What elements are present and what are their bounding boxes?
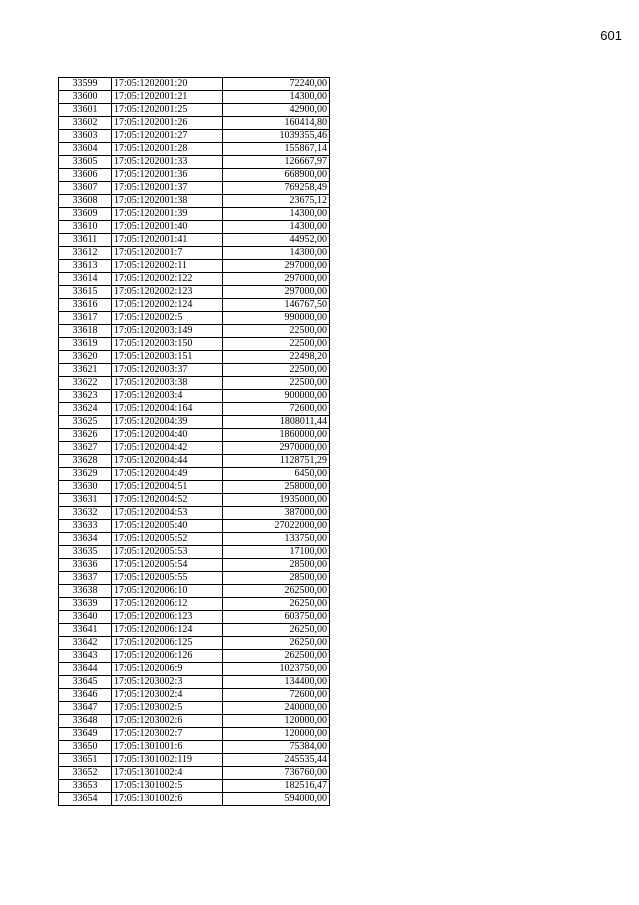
cadastral-number-cell: 17:05:1202002:124: [112, 299, 223, 312]
cadastral-value-cell: 23675,12: [223, 195, 330, 208]
table-row: [59, 585, 330, 598]
cadastral-value-cell: 22500,00: [223, 377, 330, 390]
row-number-cell: 33627: [59, 442, 112, 455]
row-number-cell: 33648: [59, 715, 112, 728]
table-row: [59, 416, 330, 429]
cadastral-number-cell: 17:05:1202005:52: [112, 533, 223, 546]
row-number-cell: 33603: [59, 130, 112, 143]
cadastral-number-cell: 17:05:1202006:9: [112, 663, 223, 676]
cadastral-value-cell: 1860000,00: [223, 429, 330, 442]
row-number-cell: 33643: [59, 650, 112, 663]
cadastral-value-cell: 1023750,00: [223, 663, 330, 676]
row-number-cell: 33599: [59, 78, 112, 91]
cadastral-number-cell: 17:05:1202003:149: [112, 325, 223, 338]
cadastral-value-cell: 594000,00: [223, 793, 330, 806]
table-row: [59, 169, 330, 182]
cadastral-number-cell: 17:05:1301001:6: [112, 741, 223, 754]
cadastral-number-cell: 17:05:1202004:49: [112, 468, 223, 481]
table-row: [59, 598, 330, 611]
table-row: [59, 299, 330, 312]
cadastral-value-cell: 240000,00: [223, 702, 330, 715]
table-row: [59, 572, 330, 585]
table-row: [59, 325, 330, 338]
page-number: 601: [600, 28, 622, 43]
table-row: [59, 182, 330, 195]
row-number-cell: 33638: [59, 585, 112, 598]
row-number-cell: 33647: [59, 702, 112, 715]
cadastral-value-cell: 297000,00: [223, 273, 330, 286]
cadastral-number-cell: 17:05:1202001:39: [112, 208, 223, 221]
row-number-cell: 33652: [59, 767, 112, 780]
cadastral-number-cell: 17:05:1202006:125: [112, 637, 223, 650]
row-number-cell: 33625: [59, 416, 112, 429]
row-number-cell: 33616: [59, 299, 112, 312]
cadastral-value-cell: 14300,00: [223, 221, 330, 234]
table-row: [59, 468, 330, 481]
table-row: [59, 351, 330, 364]
row-number-cell: 33633: [59, 520, 112, 533]
cadastral-number-cell: 17:05:1203002:6: [112, 715, 223, 728]
cadastral-number-cell: 17:05:1202005:53: [112, 546, 223, 559]
table-body: [59, 78, 330, 806]
table-row: [59, 455, 330, 468]
table-row: [59, 546, 330, 559]
cadastral-value-cell: 6450,00: [223, 468, 330, 481]
cadastral-value-cell: 72600,00: [223, 403, 330, 416]
cadastral-number-cell: 17:05:1202005:55: [112, 572, 223, 585]
row-number-cell: 33628: [59, 455, 112, 468]
cadastral-number-cell: 17:05:1202006:126: [112, 650, 223, 663]
cadastral-value-cell: 28500,00: [223, 572, 330, 585]
table-row: [59, 273, 330, 286]
cadastral-value-cell: 668900,00: [223, 169, 330, 182]
cadastral-number-cell: 17:05:1202006:12: [112, 598, 223, 611]
table-row: [59, 728, 330, 741]
table-row: [59, 143, 330, 156]
cadastral-value-cell: 14300,00: [223, 208, 330, 221]
cadastral-value-cell: 44952,00: [223, 234, 330, 247]
table-row: [59, 104, 330, 117]
cadastral-number-cell: 17:05:1202004:42: [112, 442, 223, 455]
cadastral-number-cell: 17:05:1202004:164: [112, 403, 223, 416]
cadastral-value-cell: 26250,00: [223, 637, 330, 650]
cadastral-value-cell: 14300,00: [223, 247, 330, 260]
cadastral-value-cell: 769258,49: [223, 182, 330, 195]
cadastral-value-cell: 262500,00: [223, 650, 330, 663]
cadastral-value-cell: 297000,00: [223, 260, 330, 273]
table-row: [59, 338, 330, 351]
cadastral-number-cell: 17:05:1202004:40: [112, 429, 223, 442]
row-number-cell: 33644: [59, 663, 112, 676]
row-number-cell: 33608: [59, 195, 112, 208]
row-number-cell: 33610: [59, 221, 112, 234]
cadastral-number-cell: 17:05:1202003:151: [112, 351, 223, 364]
cadastral-value-cell: 28500,00: [223, 559, 330, 572]
row-number-cell: 33651: [59, 754, 112, 767]
cadastral-number-cell: 17:05:1202004:51: [112, 481, 223, 494]
row-number-cell: 33600: [59, 91, 112, 104]
cadastral-value-cell: 26250,00: [223, 624, 330, 637]
row-number-cell: 33611: [59, 234, 112, 247]
cadastral-number-cell: 17:05:1202004:39: [112, 416, 223, 429]
cadastral-value-cell: 17100,00: [223, 546, 330, 559]
table-row: [59, 286, 330, 299]
row-number-cell: 33630: [59, 481, 112, 494]
cadastral-number-cell: 17:05:1203002:3: [112, 676, 223, 689]
row-number-cell: 33618: [59, 325, 112, 338]
cadastral-number-cell: 17:05:1202001:38: [112, 195, 223, 208]
cadastral-value-cell: 120000,00: [223, 728, 330, 741]
cadastral-value-cell: 72600,00: [223, 689, 330, 702]
cadastral-number-cell: 17:05:1202001:7: [112, 247, 223, 260]
row-number-cell: 33606: [59, 169, 112, 182]
row-number-cell: 33653: [59, 780, 112, 793]
cadastral-value-cell: 900000,00: [223, 390, 330, 403]
cadastral-number-cell: 17:05:1203002:5: [112, 702, 223, 715]
table-row: [59, 650, 330, 663]
cadastral-value-cell: 120000,00: [223, 715, 330, 728]
cadastral-value-cell: 22500,00: [223, 364, 330, 377]
table-row: [59, 78, 330, 91]
table-row: [59, 793, 330, 806]
table-row: [59, 247, 330, 260]
cadastral-number-cell: 17:05:1202006:124: [112, 624, 223, 637]
row-number-cell: 33629: [59, 468, 112, 481]
cadastral-value-cell: 155867,14: [223, 143, 330, 156]
row-number-cell: 33626: [59, 429, 112, 442]
row-number-cell: 33641: [59, 624, 112, 637]
cadastral-number-cell: 17:05:1202003:38: [112, 377, 223, 390]
row-number-cell: 33613: [59, 260, 112, 273]
row-number-cell: 33622: [59, 377, 112, 390]
row-number-cell: 33632: [59, 507, 112, 520]
cadastral-number-cell: 17:05:1202001:20: [112, 78, 223, 91]
table-row: [59, 559, 330, 572]
cadastral-number-cell: 17:05:1202001:41: [112, 234, 223, 247]
cadastral-value-cell: 72240,00: [223, 78, 330, 91]
cadastral-value-cell: 1808011,44: [223, 416, 330, 429]
row-number-cell: 33617: [59, 312, 112, 325]
table-row: [59, 767, 330, 780]
cadastral-value-cell: 258000,00: [223, 481, 330, 494]
table-row: [59, 715, 330, 728]
cadastral-value-cell: 22500,00: [223, 338, 330, 351]
cadastral-number-cell: 17:05:1301002:5: [112, 780, 223, 793]
table-row: [59, 611, 330, 624]
table-row: [59, 507, 330, 520]
cadastral-number-cell: 17:05:1202006:10: [112, 585, 223, 598]
cadastral-value-cell: 75384,00: [223, 741, 330, 754]
cadastral-value-cell: 1935000,00: [223, 494, 330, 507]
cadastral-value-cell: 126667,97: [223, 156, 330, 169]
cadastral-number-cell: 17:05:1202002:123: [112, 286, 223, 299]
row-number-cell: 33649: [59, 728, 112, 741]
cadastral-number-cell: 17:05:1202004:53: [112, 507, 223, 520]
table-row: [59, 312, 330, 325]
cadastral-value-cell: 245535,44: [223, 754, 330, 767]
cadastral-number-cell: 17:05:1301002:4: [112, 767, 223, 780]
row-number-cell: 33614: [59, 273, 112, 286]
row-number-cell: 33634: [59, 533, 112, 546]
row-number-cell: 33605: [59, 156, 112, 169]
cadastral-number-cell: 17:05:1202004:52: [112, 494, 223, 507]
table-row: [59, 364, 330, 377]
table-row: [59, 442, 330, 455]
cadastral-number-cell: 17:05:1202001:28: [112, 143, 223, 156]
table-row: [59, 208, 330, 221]
table-row: [59, 741, 330, 754]
row-number-cell: 33619: [59, 338, 112, 351]
cadastral-value-cell: 262500,00: [223, 585, 330, 598]
cadastral-number-cell: 17:05:1202002:122: [112, 273, 223, 286]
table-row: [59, 91, 330, 104]
row-number-cell: 33650: [59, 741, 112, 754]
table-row: [59, 637, 330, 650]
cadastral-value-cell: 990000,00: [223, 312, 330, 325]
cadastral-value-cell: 182516,47: [223, 780, 330, 793]
cadastral-value-cell: 22498,20: [223, 351, 330, 364]
table-row: [59, 494, 330, 507]
row-number-cell: 33637: [59, 572, 112, 585]
cadastral-number-cell: 17:05:1202001:25: [112, 104, 223, 117]
cadastral-number-cell: 17:05:1202004:44: [112, 455, 223, 468]
cadastral-number-cell: 17:05:1202005:54: [112, 559, 223, 572]
cadastral-number-cell: 17:05:1202005:40: [112, 520, 223, 533]
cadastral-number-cell: 17:05:1202003:150: [112, 338, 223, 351]
cadastral-value-cell: 134400,00: [223, 676, 330, 689]
table-row: [59, 130, 330, 143]
cadastral-number-cell: 17:05:1202001:40: [112, 221, 223, 234]
table-row: [59, 117, 330, 130]
cadastral-number-cell: 17:05:1301002:119: [112, 754, 223, 767]
cadastral-number-cell: 17:05:1202006:123: [112, 611, 223, 624]
row-number-cell: 33620: [59, 351, 112, 364]
row-number-cell: 33640: [59, 611, 112, 624]
cadastral-value-cell: 603750,00: [223, 611, 330, 624]
cadastral-number-cell: 17:05:1202003:37: [112, 364, 223, 377]
cadastral-value-cell: 1039355,46: [223, 130, 330, 143]
cadastral-number-cell: 17:05:1202001:26: [112, 117, 223, 130]
row-number-cell: 33602: [59, 117, 112, 130]
table-row: [59, 624, 330, 637]
cadastral-value-cell: 133750,00: [223, 533, 330, 546]
table-row: [59, 221, 330, 234]
row-number-cell: 33624: [59, 403, 112, 416]
cadastral-number-cell: 17:05:1202001:21: [112, 91, 223, 104]
cadastral-value-cell: 42900,00: [223, 104, 330, 117]
row-number-cell: 33615: [59, 286, 112, 299]
cadastral-number-cell: 17:05:1202001:37: [112, 182, 223, 195]
row-number-cell: 33642: [59, 637, 112, 650]
row-number-cell: 33639: [59, 598, 112, 611]
row-number-cell: 33621: [59, 364, 112, 377]
table-row: [59, 481, 330, 494]
table-row: [59, 403, 330, 416]
table-row: [59, 754, 330, 767]
table-row: [59, 702, 330, 715]
cadastral-number-cell: 17:05:1202002:5: [112, 312, 223, 325]
cadastral-value-cell: 2970000,00: [223, 442, 330, 455]
table-row: [59, 195, 330, 208]
cadastral-value-table: [58, 77, 330, 806]
table-row: [59, 663, 330, 676]
cadastral-value-cell: 26250,00: [223, 598, 330, 611]
row-number-cell: 33646: [59, 689, 112, 702]
row-number-cell: 33604: [59, 143, 112, 156]
row-number-cell: 33631: [59, 494, 112, 507]
cadastral-value-cell: 736760,00: [223, 767, 330, 780]
row-number-cell: 33609: [59, 208, 112, 221]
cadastral-number-cell: 17:05:1301002:6: [112, 793, 223, 806]
row-number-cell: 33654: [59, 793, 112, 806]
cadastral-number-cell: 17:05:1202001:36: [112, 169, 223, 182]
table-row: [59, 689, 330, 702]
cadastral-number-cell: 17:05:1202002:11: [112, 260, 223, 273]
cadastral-value-cell: 387000,00: [223, 507, 330, 520]
cadastral-value-cell: 22500,00: [223, 325, 330, 338]
table-row: [59, 234, 330, 247]
cadastral-value-cell: 160414,80: [223, 117, 330, 130]
table-row: [59, 260, 330, 273]
row-number-cell: 33636: [59, 559, 112, 572]
table-row: [59, 676, 330, 689]
table-row: [59, 520, 330, 533]
row-number-cell: 33645: [59, 676, 112, 689]
table-row: [59, 533, 330, 546]
cadastral-value-cell: 27022000,00: [223, 520, 330, 533]
row-number-cell: 33635: [59, 546, 112, 559]
cadastral-number-cell: 17:05:1202003:4: [112, 390, 223, 403]
cadastral-number-cell: 17:05:1202001:27: [112, 130, 223, 143]
cadastral-number-cell: 17:05:1203002:7: [112, 728, 223, 741]
cadastral-value-cell: 297000,00: [223, 286, 330, 299]
table-row: [59, 390, 330, 403]
cadastral-number-cell: 17:05:1203002:4: [112, 689, 223, 702]
row-number-cell: 33601: [59, 104, 112, 117]
table-row: [59, 429, 330, 442]
cadastral-number-cell: 17:05:1202001:33: [112, 156, 223, 169]
table-row: [59, 156, 330, 169]
cadastral-value-cell: 146767,50: [223, 299, 330, 312]
table-row: [59, 780, 330, 793]
row-number-cell: 33612: [59, 247, 112, 260]
cadastral-value-cell: 14300,00: [223, 91, 330, 104]
table-row: [59, 377, 330, 390]
row-number-cell: 33607: [59, 182, 112, 195]
row-number-cell: 33623: [59, 390, 112, 403]
cadastral-value-cell: 1128751,29: [223, 455, 330, 468]
